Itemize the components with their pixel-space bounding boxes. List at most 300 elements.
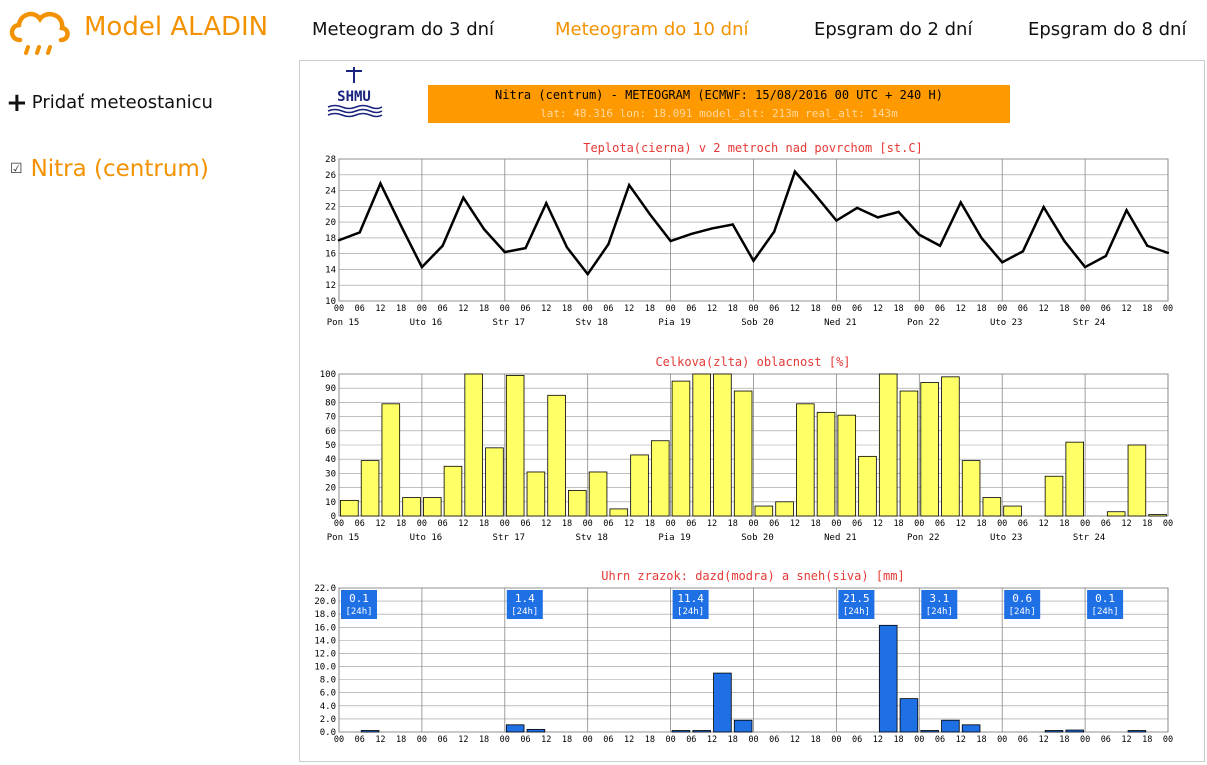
temperature-point [524, 247, 526, 249]
x-tick-label: 12 [872, 519, 883, 529]
temperature-point [1063, 240, 1065, 242]
cloudiness-bar [465, 374, 483, 516]
daily-total-value: 21.5 [843, 592, 870, 605]
cloudiness-bar [879, 374, 897, 516]
precipitation-bar [506, 725, 524, 732]
y-tick-label: 18 [325, 233, 336, 244]
x-tick-label: 00 [416, 304, 428, 314]
x-tick-label: 06 [1100, 519, 1111, 529]
x-tick-label: 18 [1059, 735, 1070, 745]
x-tick-label: 18 [976, 519, 987, 529]
temperature-point [421, 266, 423, 268]
x-tick-label: 06 [603, 519, 614, 529]
x-tick-label: 00 [831, 735, 842, 745]
cloudiness-bar [900, 391, 918, 516]
y-tick-label: 0.0 [319, 728, 336, 738]
cloudiness-bar [382, 404, 400, 516]
precipitation-bar [1045, 731, 1063, 733]
x-tick-label: 18 [478, 519, 490, 529]
temperature-title: Teplota(cierna) v 2 metroch nad povrchom [st.C] [583, 141, 923, 155]
temperature-point [359, 231, 361, 233]
precipitation-bar [879, 625, 897, 732]
temperature-point [1001, 261, 1003, 263]
x-tick-label: 06 [852, 304, 863, 314]
precipitation-bar [921, 731, 939, 733]
x-tick-label: 06 [686, 519, 697, 529]
x-tick-label: 12 [872, 304, 883, 314]
daily-total-value: 11.4 [677, 592, 704, 605]
cloudiness-bar [755, 506, 773, 516]
day-label: Pon 22 [907, 533, 940, 543]
day-label: Str 24 [1072, 533, 1106, 543]
station-item[interactable] [10, 156, 209, 182]
temperature-point [1167, 252, 1169, 254]
cloudiness-bar [631, 455, 649, 516]
x-tick-label: 06 [437, 304, 448, 314]
x-tick-label: 00 [748, 304, 759, 314]
x-tick-label: 12 [872, 735, 883, 745]
x-tick-label: 00 [748, 519, 759, 529]
temperature-point [504, 251, 506, 253]
day-label: Pia 19 [658, 533, 691, 543]
cloudiness-bar [548, 395, 566, 516]
x-tick-label: 00 [914, 519, 925, 529]
y-tick-label: 60 [325, 426, 336, 437]
x-tick-label: 00 [416, 735, 428, 745]
y-tick-label: 10 [325, 497, 336, 508]
x-tick-label: 18 [396, 519, 407, 529]
x-tick-label: 06 [686, 304, 697, 314]
precipitation-bar [672, 731, 690, 733]
precipitation-bar [361, 731, 379, 733]
temperature-point [918, 234, 920, 236]
cloudiness-bar [1149, 515, 1167, 516]
precipitation-bar [900, 699, 918, 732]
x-tick-label: 00 [499, 304, 510, 314]
x-tick-label: 12 [789, 304, 801, 314]
day-label: Pon 15 [326, 318, 360, 328]
y-tick-label: 80 [325, 398, 336, 409]
cloudiness-bar [506, 375, 524, 516]
x-tick-label: 00 [1162, 519, 1174, 529]
y-tick-label: 16 [325, 249, 336, 260]
x-tick-label: 12 [458, 735, 469, 745]
cloudiness-bar [444, 466, 462, 516]
x-tick-label: 06 [603, 304, 614, 314]
cloudiness-bar [714, 374, 732, 516]
temperature-point [669, 240, 671, 242]
day-label: Uto 23 [989, 533, 1023, 543]
day-label: Uto 16 [409, 318, 443, 328]
cloudiness-bar [921, 383, 939, 516]
x-tick-label: 00 [333, 735, 345, 745]
x-tick-label: 12 [624, 304, 635, 314]
y-tick-label: 20 [325, 218, 336, 229]
x-tick-label: 06 [520, 304, 531, 314]
y-tick-label: 22.0 [314, 584, 336, 594]
daily-total-value: 0.1 [349, 592, 369, 605]
cloudiness-title: Celkova(zlta) oblacnost [%] [655, 355, 851, 369]
x-tick-label: 12 [375, 304, 386, 314]
x-tick-label: 12 [955, 304, 966, 314]
x-tick-label: 18 [810, 735, 821, 745]
x-tick-label: 00 [914, 304, 925, 314]
nav-meteogram-3-days[interactable]: Meteogram do 3 dní [312, 19, 495, 40]
y-tick-label: 100 [319, 370, 336, 380]
y-tick-label: 90 [325, 384, 336, 395]
y-tick-label: 4.0 [319, 701, 336, 712]
x-tick-label: 12 [706, 519, 718, 529]
temperature-point [628, 184, 630, 186]
y-tick-label: 12 [325, 281, 336, 292]
station-label: Nitra (centrum) [30, 156, 209, 182]
x-tick-label: 12 [955, 735, 966, 745]
temperature-point [649, 213, 651, 215]
y-tick-label: 8.0 [319, 675, 336, 686]
x-tick-label: 00 [499, 735, 510, 745]
cloudiness-bar [693, 374, 711, 516]
x-tick-label: 00 [1079, 519, 1091, 529]
x-tick-label: 18 [893, 519, 904, 529]
x-tick-label: 18 [1142, 735, 1153, 745]
x-tick-label: 00 [665, 519, 676, 529]
cloudiness-bar [486, 448, 504, 516]
cloudiness-bar [776, 502, 794, 516]
cloudiness-bar [341, 500, 359, 516]
meteogram-header: Nitra (centrum) - METEOGRAM (ECMWF: 15/08/2016 00 UTC + 240 H) [495, 88, 943, 102]
daily-total-unit: [24h] [1008, 607, 1036, 617]
daily-total-unit: [24h] [345, 607, 373, 617]
cloudiness-bar [1107, 512, 1125, 516]
temperature-point [483, 228, 485, 230]
temperature-point [462, 196, 464, 198]
brand-title[interactable]: Model ALADIN [84, 12, 269, 42]
x-tick-label: 18 [810, 304, 821, 314]
x-tick-label: 00 [997, 735, 1008, 745]
temperature-point [1042, 206, 1044, 208]
x-tick-label: 06 [354, 519, 365, 529]
x-tick-label: 06 [1017, 519, 1029, 529]
y-tick-label: 6.0 [319, 688, 336, 699]
day-label: Str 17 [492, 318, 526, 328]
x-tick-label: 00 [1079, 304, 1091, 314]
x-tick-label: 12 [1038, 519, 1049, 529]
x-tick-label: 12 [624, 735, 635, 745]
x-tick-label: 06 [603, 735, 614, 745]
temperature-point [980, 237, 982, 239]
x-tick-label: 18 [396, 304, 407, 314]
x-tick-label: 18 [644, 304, 655, 314]
temperature-point [835, 219, 837, 221]
x-tick-label: 12 [541, 735, 552, 745]
nav-epsgram-2-days[interactable]: Epsgram do 2 dní [814, 19, 973, 40]
temperature-point [1022, 250, 1024, 252]
precipitation-bar [734, 720, 752, 732]
temperature-point [566, 246, 568, 248]
x-tick-label: 18 [478, 304, 490, 314]
temperature-point [607, 243, 609, 245]
day-label: Pon 15 [326, 533, 360, 543]
x-tick-label: 12 [789, 735, 801, 745]
y-tick-label: 14 [325, 265, 336, 276]
temperature-point [1125, 209, 1127, 211]
cloudiness-bar [983, 498, 1001, 516]
x-tick-label: 12 [541, 519, 552, 529]
x-tick-label: 18 [1142, 519, 1153, 529]
x-tick-label: 18 [644, 519, 655, 529]
y-tick-label: 24 [325, 186, 336, 197]
day-label: Sob 20 [741, 318, 774, 328]
x-tick-label: 18 [893, 735, 904, 745]
cloudiness-bar [1004, 506, 1022, 516]
x-tick-label: 00 [831, 519, 842, 529]
x-tick-label: 12 [1038, 304, 1049, 314]
temperature-point [1105, 255, 1107, 257]
precipitation-bar [693, 731, 711, 733]
x-tick-label: 00 [582, 304, 593, 314]
x-tick-label: 18 [727, 304, 738, 314]
y-tick-label: 26 [325, 170, 336, 181]
x-tick-label: 06 [934, 735, 946, 745]
cloudiness-bar [942, 377, 960, 516]
cloudiness-bar [527, 472, 545, 516]
cloudiness-bar [610, 509, 628, 516]
x-tick-label: 06 [520, 735, 531, 745]
temperature-point [752, 260, 754, 262]
x-tick-label: 00 [499, 519, 510, 529]
temperature-point [960, 201, 962, 203]
x-tick-label: 00 [1162, 304, 1174, 314]
precipitation-bar [714, 673, 732, 732]
x-tick-label: 00 [665, 735, 676, 745]
temperature-point [814, 194, 816, 196]
cloudiness-bar [817, 412, 835, 516]
x-tick-label: 18 [1142, 304, 1153, 314]
x-tick-label: 00 [416, 519, 428, 529]
cloudiness-bar [589, 472, 607, 516]
x-tick-label: 06 [1100, 735, 1111, 745]
cloudiness-bar [423, 498, 441, 516]
cloudiness-bar [1045, 476, 1063, 516]
x-tick-label: 06 [437, 519, 448, 529]
x-tick-label: 00 [1162, 735, 1174, 745]
day-label: Stv 18 [575, 318, 608, 328]
y-tick-label: 20.0 [314, 597, 336, 608]
x-tick-label: 00 [333, 519, 345, 529]
cloudiness-bar [361, 461, 379, 516]
x-tick-label: 18 [561, 304, 573, 314]
temperature-point [441, 245, 443, 247]
cloudiness-bar [672, 381, 690, 516]
meteogram-panel [299, 60, 1205, 762]
daily-total-value: 0.1 [1095, 592, 1116, 605]
x-tick-label: 00 [333, 304, 345, 314]
x-tick-label: 06 [852, 519, 863, 529]
temperature-point [939, 245, 941, 247]
x-tick-label: 18 [976, 304, 987, 314]
temperature-point [1146, 245, 1148, 247]
temperature-point [690, 233, 692, 235]
x-tick-label: 06 [1017, 735, 1029, 745]
x-tick-label: 18 [1059, 304, 1070, 314]
x-tick-label: 18 [893, 304, 904, 314]
x-tick-label: 18 [478, 735, 490, 745]
y-tick-label: 40 [325, 455, 336, 466]
x-tick-label: 18 [727, 519, 738, 529]
cloudiness-bar [651, 441, 669, 516]
daily-total-unit: [24h] [677, 607, 705, 617]
meteogram-image [300, 61, 1204, 761]
precipitation-bar [527, 729, 545, 732]
y-tick-label: 10 [325, 297, 336, 307]
cloudiness-bar [859, 456, 877, 516]
precipitation-title: Uhrn zrazok: dazd(modra) a sneh(siva) [mm] [601, 569, 905, 583]
day-label: Uto 23 [989, 318, 1023, 328]
x-tick-label: 00 [831, 304, 842, 314]
add-station-label: Pridať meteostanicu [31, 92, 213, 113]
x-tick-label: 12 [789, 519, 801, 529]
x-tick-label: 12 [706, 735, 718, 745]
cloudiness-bar [403, 498, 421, 516]
y-tick-label: 10.0 [314, 662, 336, 673]
x-tick-label: 18 [561, 519, 573, 529]
cloudiness-bar [1128, 445, 1146, 516]
daily-total-unit: [24h] [925, 607, 953, 617]
x-tick-label: 12 [1121, 735, 1132, 745]
x-tick-label: 18 [396, 735, 407, 745]
temperature-point [545, 202, 547, 204]
daily-total-unit: [24h] [511, 607, 539, 617]
y-tick-label: 22 [325, 202, 336, 213]
day-label: Ned 21 [824, 533, 857, 543]
x-tick-label: 00 [997, 519, 1008, 529]
x-tick-label: 12 [706, 304, 718, 314]
cloudiness-bar [838, 415, 856, 516]
meteogram-subheader: lat: 48.316 lon: 18.091 model_alt: 213m real_alt: 143m [540, 107, 898, 120]
temperature-point [1084, 266, 1086, 268]
x-tick-label: 00 [665, 304, 676, 314]
precipitation-bar [1066, 730, 1084, 732]
plus-icon: + [6, 88, 28, 118]
day-label: Str 17 [492, 533, 526, 543]
temperature-point [856, 207, 858, 209]
x-tick-label: 06 [934, 519, 946, 529]
cloudiness-bar [734, 391, 752, 516]
temperature-point [338, 239, 340, 241]
x-tick-label: 12 [541, 304, 552, 314]
cloudiness-bar [962, 461, 980, 516]
y-tick-label: 0 [330, 512, 336, 522]
cloudiness-bar [568, 490, 586, 516]
x-tick-label: 12 [1121, 519, 1132, 529]
x-tick-label: 06 [686, 735, 697, 745]
x-tick-label: 00 [914, 735, 925, 745]
x-tick-label: 12 [375, 519, 386, 529]
daily-total-value: 3.1 [929, 592, 950, 605]
x-tick-label: 00 [748, 735, 759, 745]
temperature-point [400, 225, 402, 227]
nav-epsgram-8-days[interactable]: Epsgram do 8 dní [1028, 19, 1187, 40]
temperature-point [897, 211, 899, 213]
x-tick-label: 06 [769, 304, 780, 314]
x-tick-label: 06 [1017, 304, 1029, 314]
day-label: Sob 20 [741, 533, 774, 543]
daily-total-unit: [24h] [842, 607, 870, 617]
x-tick-label: 06 [934, 304, 946, 314]
x-tick-label: 18 [727, 735, 738, 745]
x-tick-label: 12 [375, 735, 386, 745]
x-tick-label: 06 [520, 519, 531, 529]
x-tick-label: 06 [769, 735, 780, 745]
x-tick-label: 12 [955, 519, 966, 529]
x-tick-label: 18 [1059, 519, 1070, 529]
x-tick-label: 18 [561, 735, 573, 745]
y-tick-label: 2.0 [319, 714, 336, 725]
daily-total-value: 1.4 [514, 592, 535, 605]
y-tick-label: 30 [325, 469, 336, 480]
y-tick-label: 70 [325, 412, 336, 423]
add-station-button[interactable] [6, 88, 213, 118]
temperature-point [711, 227, 713, 229]
day-label: Pon 22 [907, 318, 940, 328]
x-tick-label: 06 [852, 735, 863, 745]
cloudiness-bar [1066, 442, 1084, 516]
top-bar [0, 0, 1207, 60]
day-label: Str 24 [1072, 318, 1106, 328]
y-tick-label: 14.0 [314, 636, 336, 647]
shmu-logo-text: SHMU [337, 89, 371, 105]
temperature-point [773, 230, 775, 232]
x-tick-label: 18 [810, 519, 821, 529]
x-tick-label: 18 [976, 735, 987, 745]
day-label: Pia 19 [658, 318, 691, 328]
x-tick-label: 06 [1100, 304, 1111, 314]
x-tick-label: 12 [624, 519, 635, 529]
y-tick-label: 20 [325, 483, 336, 494]
x-tick-label: 00 [582, 519, 593, 529]
temperature-point [379, 182, 381, 184]
x-tick-label: 00 [997, 304, 1008, 314]
temperature-point [732, 223, 734, 225]
precipitation-bar [962, 725, 980, 732]
temperature-point [794, 170, 796, 172]
x-tick-label: 00 [1079, 735, 1091, 745]
x-tick-label: 12 [458, 519, 469, 529]
precipitation-bar [942, 720, 960, 732]
x-tick-label: 18 [644, 735, 655, 745]
y-tick-label: 16.0 [314, 623, 336, 634]
station-checkbox[interactable]: ☑ [10, 161, 23, 177]
day-label: Uto 16 [409, 533, 443, 543]
x-tick-label: 12 [1121, 304, 1132, 314]
temperature-point [877, 216, 879, 218]
nav-meteogram-10-days[interactable]: Meteogram do 10 dní [555, 19, 749, 40]
day-label: Stv 18 [575, 533, 608, 543]
precipitation-bar [1128, 731, 1146, 733]
x-tick-label: 06 [354, 735, 365, 745]
day-label: Ned 21 [824, 318, 857, 328]
x-tick-label: 06 [354, 304, 365, 314]
x-tick-label: 12 [458, 304, 469, 314]
y-tick-label: 12.0 [314, 649, 336, 660]
y-tick-label: 28 [325, 155, 336, 165]
y-tick-label: 50 [325, 441, 336, 451]
temperature-point [587, 273, 589, 275]
daily-total-unit: [24h] [1091, 607, 1119, 617]
x-tick-label: 06 [769, 519, 780, 529]
y-tick-label: 18.0 [314, 610, 336, 621]
cloudiness-bar [796, 404, 814, 516]
